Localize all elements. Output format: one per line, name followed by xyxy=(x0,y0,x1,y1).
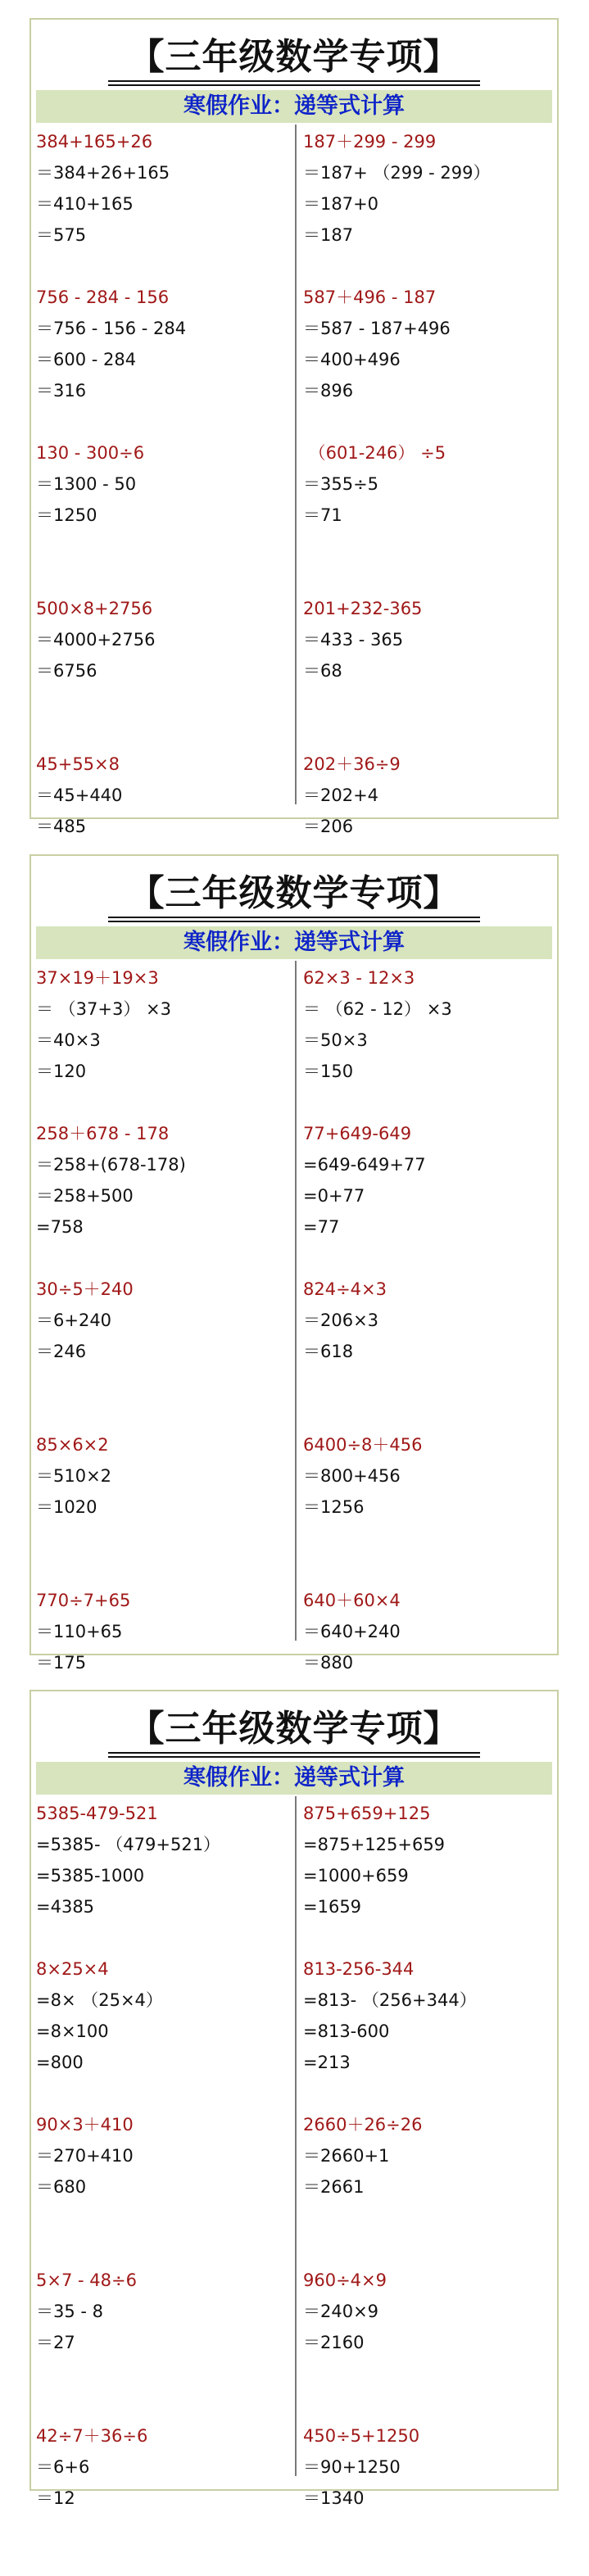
title-underline xyxy=(108,80,480,82)
subtitle-banner: 寒假作业：递等式计算 xyxy=(36,1762,552,1795)
solution-step: ＝2660+1 xyxy=(303,2146,390,2166)
solution-step: =213 xyxy=(303,2053,351,2072)
solution-step: =5385- （479+521） xyxy=(36,1835,221,1854)
solution-step: ＝150 xyxy=(303,1062,354,1081)
solution-step: =1659 xyxy=(303,1897,362,1917)
problem-expression: 384+165+26 xyxy=(36,132,153,152)
title-underline xyxy=(108,921,480,922)
problem-block xyxy=(36,2265,290,2420)
solution-step: ＝187+0 xyxy=(303,194,379,214)
problem-expression: 258＋678 - 178 xyxy=(36,1124,170,1143)
worksheet-page xyxy=(29,18,559,836)
solution-step: ＝206×3 xyxy=(303,1311,379,1330)
problem-expression: 6400÷8＋456 xyxy=(303,1435,423,1455)
solution-step: ＝1020 xyxy=(36,1497,97,1517)
solution-step: =813-600 xyxy=(303,2021,390,2041)
problem-expression: 640＋60×4 xyxy=(303,1591,401,1610)
solution-step: ＝316 xyxy=(36,381,87,401)
problem-block xyxy=(303,1274,557,1429)
solution-step: =8×100 xyxy=(36,2021,109,2041)
solution-step: ＝680 xyxy=(36,2177,87,2197)
page-title: 【三年级数学专项】 xyxy=(128,1708,460,1750)
page-title: 【三年级数学专项】 xyxy=(128,36,460,78)
right-column xyxy=(303,962,557,1741)
problem-expression: 8×25×4 xyxy=(36,1959,109,1979)
problem-expression: 5×7 - 48÷6 xyxy=(36,2270,137,2290)
page-title: 【三年级数学专项】 xyxy=(128,872,460,914)
problem-block xyxy=(303,593,557,749)
solution-step: ＝ （62 - 12） ×3 xyxy=(303,999,452,1019)
solution-step: =0+77 xyxy=(303,1186,365,1206)
problem-expression: 450÷5+1250 xyxy=(303,2426,420,2446)
solution-step: ＝175 xyxy=(36,1653,87,1673)
problem-expression: 30÷5＋240 xyxy=(36,1279,134,1299)
problem-block xyxy=(303,2420,557,2576)
column-divider xyxy=(295,124,297,804)
solution-step: =813- （256+344） xyxy=(303,1990,477,2010)
solution-step: ＝600 - 284 xyxy=(36,350,137,369)
solution-step: ＝45+440 xyxy=(36,785,123,805)
solution-step: ＝384+26+165 xyxy=(36,163,170,183)
left-column xyxy=(36,126,290,904)
solution-step: ＝187 xyxy=(303,225,354,245)
problem-block xyxy=(303,1118,557,1274)
solution-step: ＝35 - 8 xyxy=(36,2302,104,2321)
problem-block xyxy=(36,2420,290,2576)
problem-block xyxy=(36,1274,290,1429)
problem-expression: 187＋299 - 299 xyxy=(303,132,437,152)
solution-step: ＝587 - 187+496 xyxy=(303,319,451,338)
problem-expression: 45+55×8 xyxy=(36,754,120,774)
solution-step: ＝258+(678-178) xyxy=(36,1155,186,1175)
solution-step: ＝110+65 xyxy=(36,1622,123,1641)
problem-block xyxy=(36,1954,290,2109)
solution-step: =77 xyxy=(303,1217,340,1237)
problem-block xyxy=(36,1118,290,1274)
solution-step: =4385 xyxy=(36,1897,95,1917)
worksheet-page xyxy=(29,854,559,1673)
solution-step: ＝896 xyxy=(303,381,354,401)
solution-step: ＝1256 xyxy=(303,1497,365,1517)
solution-step: ＝ （37+3） ×3 xyxy=(36,999,171,1019)
problem-block xyxy=(36,437,290,593)
problem-block xyxy=(303,437,557,593)
solution-step: ＝50×3 xyxy=(303,1030,368,1050)
subtitle-banner: 寒假作业：递等式计算 xyxy=(36,90,552,123)
solution-step: ＝410+165 xyxy=(36,194,134,214)
solution-step: =875+125+659 xyxy=(303,1835,446,1854)
solution-step: ＝510×2 xyxy=(36,1466,112,1486)
solution-step: ＝1250 xyxy=(36,505,97,525)
problem-expression: 130 - 300÷6 xyxy=(36,443,145,463)
problem-block xyxy=(303,126,557,282)
title-underline xyxy=(108,1752,480,1754)
solution-step: ＝6756 xyxy=(36,661,97,681)
solution-step: ＝40×3 xyxy=(36,1030,101,1050)
solution-step: ＝71 xyxy=(303,505,342,525)
solution-step: ＝640+240 xyxy=(303,1622,401,1641)
solution-step: ＝206 xyxy=(303,817,354,836)
solution-step: ＝27 xyxy=(36,2333,75,2352)
problem-block xyxy=(303,2109,557,2265)
problem-expression: 824÷4×3 xyxy=(303,1279,387,1299)
problem-expression: 37×19＋19×3 xyxy=(36,968,159,988)
right-column xyxy=(303,1798,557,2576)
solution-step: ＝270+410 xyxy=(36,2146,134,2166)
solution-step: ＝12 xyxy=(36,2488,75,2508)
solution-step: ＝90+1250 xyxy=(303,2457,401,2477)
column-divider xyxy=(295,961,297,1641)
title-underline xyxy=(108,917,480,918)
problem-expression: 770÷7+65 xyxy=(36,1591,131,1610)
problem-block xyxy=(36,593,290,749)
problem-expression: 813-256-344 xyxy=(303,1959,415,1979)
problem-expression: 90×3＋410 xyxy=(36,2115,134,2135)
problem-expression: 587＋496 - 187 xyxy=(303,287,437,307)
right-column xyxy=(303,126,557,904)
problem-expression: 500×8+2756 xyxy=(36,599,153,618)
problem-expression: （601-246） ÷5 xyxy=(303,443,446,463)
problem-block xyxy=(303,962,557,1118)
problem-block xyxy=(36,282,290,437)
problem-expression: 202＋36÷9 xyxy=(303,754,401,774)
problem-block xyxy=(303,1429,557,1585)
problem-expression: 2660＋26÷26 xyxy=(303,2115,423,2135)
problem-block xyxy=(303,1954,557,2109)
problem-block xyxy=(303,2265,557,2420)
problem-block xyxy=(303,282,557,437)
column-divider xyxy=(295,1796,297,2476)
solution-step: ＝433 - 365 xyxy=(303,630,404,650)
problem-expression: 42÷7＋36÷6 xyxy=(36,2426,148,2446)
problem-expression: 85×6×2 xyxy=(36,1435,109,1455)
solution-step: ＝6+240 xyxy=(36,1311,112,1330)
solution-step: ＝618 xyxy=(303,1342,354,1361)
solution-step: ＝240×9 xyxy=(303,2302,379,2321)
solution-step: ＝68 xyxy=(303,661,342,681)
solution-step: ＝400+496 xyxy=(303,350,401,369)
solution-step: =758 xyxy=(36,1217,84,1237)
solution-step: ＝485 xyxy=(36,817,87,836)
problem-block xyxy=(303,1798,557,1954)
solution-step: =1000+659 xyxy=(303,1866,409,1886)
problem-expression: 62×3 - 12×3 xyxy=(303,968,415,988)
title-underline xyxy=(108,1756,480,1758)
solution-step: =649-649+77 xyxy=(303,1155,426,1175)
problem-block xyxy=(36,2109,290,2265)
solution-step: ＝355÷5 xyxy=(303,474,379,494)
solution-step: ＝1340 xyxy=(303,2488,365,2508)
title-underline xyxy=(108,84,480,86)
problem-expression: 960÷4×9 xyxy=(303,2270,387,2290)
solution-step: ＝575 xyxy=(36,225,87,245)
problem-block xyxy=(36,1798,290,1954)
problem-expression: 875+659+125 xyxy=(303,1804,431,1823)
solution-step: ＝2160 xyxy=(303,2333,365,2352)
left-column xyxy=(36,1798,290,2576)
solution-step: ＝800+456 xyxy=(303,1466,401,1486)
solution-step: ＝187+ （299 - 299） xyxy=(303,163,491,183)
left-column xyxy=(36,962,290,1741)
problem-expression: 77+649-649 xyxy=(303,1124,412,1143)
solution-step: =8× （25×4） xyxy=(36,1990,163,2010)
solution-step: ＝1300 - 50 xyxy=(36,474,137,494)
solution-step: ＝4000+2756 xyxy=(36,630,156,650)
worksheet-page xyxy=(29,1690,559,2508)
solution-step: =800 xyxy=(36,2053,84,2072)
solution-step: ＝2661 xyxy=(303,2177,365,2197)
solution-step: ＝202+4 xyxy=(303,785,379,805)
problem-expression: 5385-479-521 xyxy=(36,1804,158,1823)
solution-step: ＝6+6 xyxy=(36,2457,90,2477)
solution-step: ＝120 xyxy=(36,1062,87,1081)
problem-block xyxy=(36,962,290,1118)
solution-step: ＝246 xyxy=(36,1342,87,1361)
solution-step: =5385-1000 xyxy=(36,1866,145,1886)
solution-step: ＝258+500 xyxy=(36,1186,134,1206)
problem-expression: 201+232-365 xyxy=(303,599,423,618)
problem-expression: 756 - 284 - 156 xyxy=(36,287,170,307)
problem-block xyxy=(36,126,290,282)
solution-step: ＝756 - 156 - 284 xyxy=(36,319,187,338)
solution-step: ＝880 xyxy=(303,1653,354,1673)
subtitle-banner: 寒假作业：递等式计算 xyxy=(36,926,552,959)
problem-block xyxy=(36,1429,290,1585)
